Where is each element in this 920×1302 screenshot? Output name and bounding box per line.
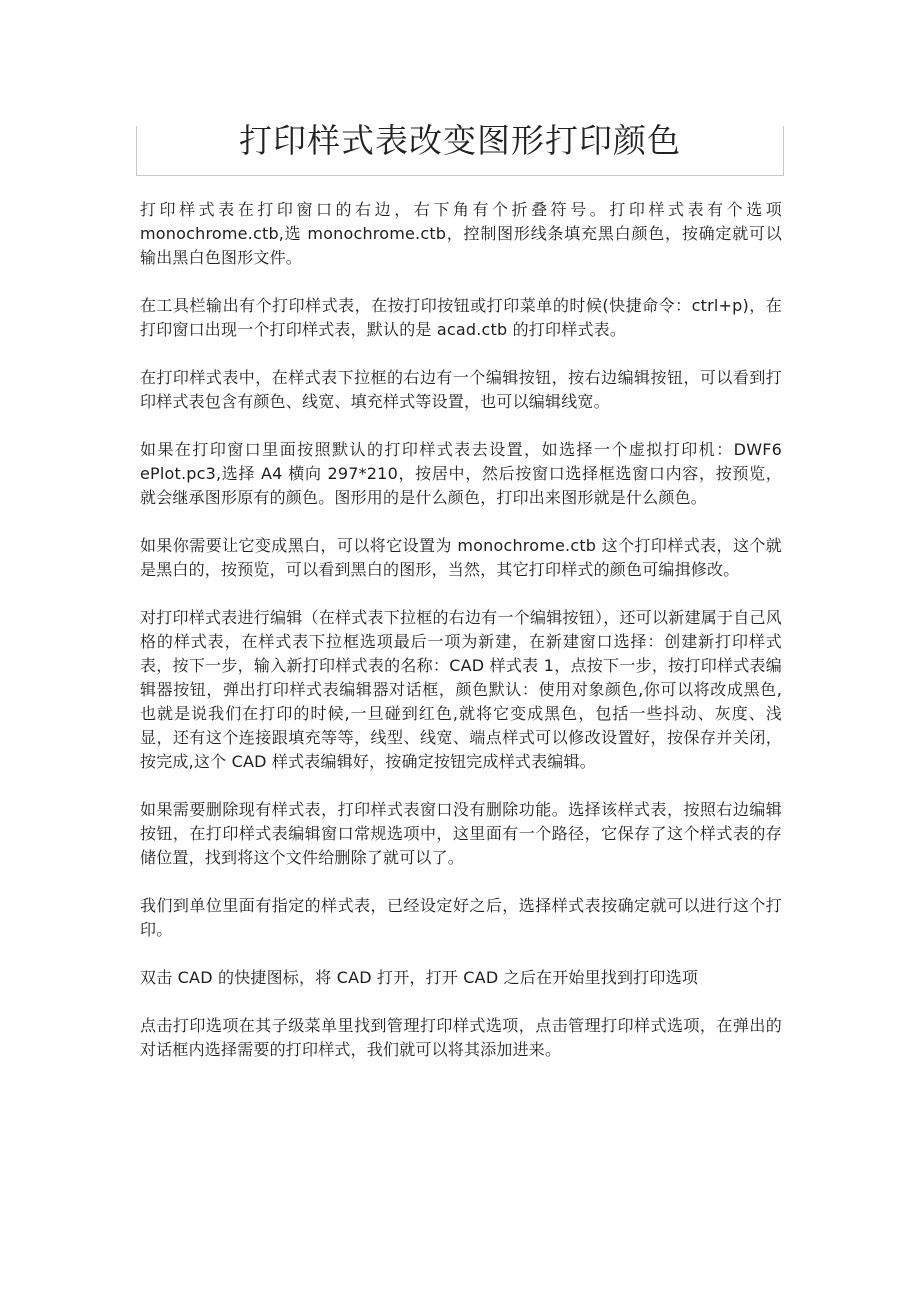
- paragraph-1: 打印样式表在打印窗口的右边，右下角有个折叠符号。打印样式表有个选项 monochrome.ctb,选 monochrome.ctb，控制图形线条填充黑白颜色，按确定就可以输出黑白色图形文件。: [140, 200, 782, 267]
- page-title: 打印样式表改变图形打印颜色: [239, 121, 681, 160]
- paragraph-2: 在工具栏输出有个打印样式表，在按打印按钮或打印菜单的时候(快捷命令：ctrl+p)，在打印窗口出现一个打印样式表，默认的是 acad.ctb 的打印样式表。: [140, 296, 782, 339]
- paragraph-4: 如果在打印窗口里面按照默认的打印样式表去设置，如选择一个虚拟打印机：DWF6 ePlot.pc3,选择 A4 横向 297*210，按居中，然后按窗口选择框选窗口内容，按预览，就会继承图形原有的颜色。图形用的是什么颜色，打印出来图形就是什么颜色。: [140, 440, 782, 507]
- paragraph-5: 如果你需要让它变成黑白，可以将它设置为 monochrome.ctb 这个打印样式表，这个就是黑白的，按预览，可以看到黑白的图形，当然，其它打印样式的颜色可编揖修改。: [140, 536, 782, 579]
- title-frame: [136, 121, 784, 176]
- paragraph-8: 我们到单位里面有指定的样式表，已经设定好之后，选择样式表按确定就可以进行这个打印。: [140, 896, 782, 939]
- paragraph-6: 对打印样式表进行编辑（在样式表下拉框的右边有一个编辑按钮），还可以新建属于自己风格的样式表，在样式表下拉框选项最后一项为新建，在新建窗口选择：创建新打印样式表，按下一步，输入新打印样式表的名称：CAD 样式表 1，点按下一步，按打印样式表编辑器按钮，弹出打印样式表编辑器对话框，颜色默认：使用对象颜色,你可以将改成黑色,也就是说我们在打印的时候,一旦碰到红色,就将它变成黑色，包括一些抖动、灰度、浅显，还有这个连接跟填充等等，线型、线宽、端点样式可以修改设置好，按保存并关闭，按完成,这个 CAD 样式表编辑好，按确定按钮完成样式表编辑。: [140, 608, 782, 771]
- paragraph-10: 点击打印选项在其子级菜单里找到管理打印样式选项，点击管理打印样式选项，在弹出的对话框内选择需要的打印样式，我们就可以将其添加进来。: [140, 1016, 782, 1059]
- paragraph-7: 如果需要删除现有样式表，打印样式表窗口没有删除功能。选择该样式表，按照右边编辑按钮，在打印样式表编辑窗口常规选项中，这里面有一个路径，它保存了这个样式表的存储位置，找到将这个文件给删除了就可以了。: [140, 800, 782, 867]
- document-body: [140, 198, 782, 1086]
- paragraph-9: 双击 CAD 的快捷图标，将 CAD 打开，打开 CAD 之后在开始里找到打印选项: [140, 968, 699, 987]
- paragraph-3: 在打印样式表中，在样式表下拉框的右边有一个编辑按钮，按右边编辑按钮，可以看到打印样式表包含有颜色、线宽、填充样式等设置，也可以编辑线宽。: [140, 368, 782, 411]
